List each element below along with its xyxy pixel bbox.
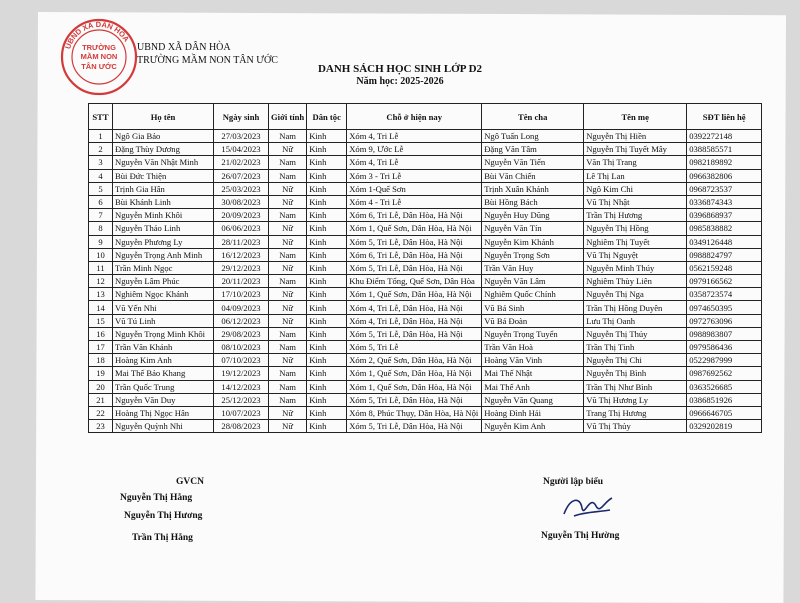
- table-row: [89, 130, 762, 143]
- table-row: [89, 380, 762, 393]
- table-cell: Nam: [269, 169, 307, 182]
- table-cell: Xóm 1, Quế Sơn, Dân Hòa, Hà Nội: [347, 367, 482, 380]
- table-cell: Xóm 4, Tri Lễ, Dân Hòa, Hà Nội: [347, 301, 482, 314]
- table-cell: Kinh: [307, 406, 347, 419]
- student-table: [88, 103, 762, 433]
- table-cell: Trịnh Xuân Khánh: [482, 182, 584, 195]
- table-cell: 0974650395: [687, 301, 762, 314]
- table-cell: 0966646705: [687, 406, 762, 419]
- table-cell: 06/12/2023: [214, 314, 269, 327]
- table-cell: Nguyễn Văn Duy: [113, 393, 214, 406]
- table-cell: 0363526685: [687, 380, 762, 393]
- table-cell: Hoàng Thị Ngọc Hân: [113, 406, 214, 419]
- table-cell: Xóm 2, Quế Sơn, Dân Hòa, Hà Nội: [347, 354, 482, 367]
- table-cell: Vũ Thị Nhật: [584, 195, 687, 208]
- table-cell: 18: [89, 354, 113, 367]
- table-cell: 22: [89, 406, 113, 419]
- table-cell: 3: [89, 156, 113, 169]
- table-cell: Xóm 3 - Tri Lễ: [347, 169, 482, 182]
- table-cell: Trần Văn Huy: [482, 261, 584, 274]
- table-row: [89, 406, 762, 419]
- table-row: [89, 209, 762, 222]
- table-cell: Nghiêm Ngọc Khánh: [113, 288, 214, 301]
- table-cell: 15: [89, 314, 113, 327]
- table-cell: Kinh: [307, 222, 347, 235]
- table-cell: Nữ: [269, 420, 307, 433]
- table-cell: 25/03/2023: [214, 182, 269, 195]
- table-row: [89, 156, 762, 169]
- table-cell: Kinh: [307, 327, 347, 340]
- table-cell: 21: [89, 393, 113, 406]
- table-row: [89, 301, 762, 314]
- column-header: SĐT liên hệ: [687, 104, 762, 130]
- table-cell: 28/11/2023: [214, 235, 269, 248]
- table-cell: Nam: [269, 393, 307, 406]
- table-cell: 20: [89, 380, 113, 393]
- table-row: [89, 261, 762, 274]
- table-cell: Xóm 6, Tri Lễ, Dân Hòa, Hà Nội: [347, 248, 482, 261]
- table-cell: 16/12/2023: [214, 248, 269, 261]
- table-row: [89, 222, 762, 235]
- table-cell: Ngô Tuấn Long: [482, 130, 584, 143]
- table-cell: 08/10/2023: [214, 341, 269, 354]
- table-cell: Vũ Bá Đoàn: [482, 314, 584, 327]
- table-row: [89, 314, 762, 327]
- preparer-name: Nguyễn Thị Hường: [541, 531, 620, 541]
- table-cell: Kinh: [307, 301, 347, 314]
- table-cell: Nam: [269, 156, 307, 169]
- table-cell: Xóm 9, Ước Lễ: [347, 143, 482, 156]
- table-cell: Mai Thế Nhật: [482, 367, 584, 380]
- table-row: [89, 143, 762, 156]
- table-cell: 0982189892: [687, 156, 762, 169]
- table-cell: 04/09/2023: [214, 301, 269, 314]
- table-cell: Kinh: [307, 367, 347, 380]
- table-cell: Kinh: [307, 393, 347, 406]
- table-cell: Bùi Hồng Bách: [482, 195, 584, 208]
- table-cell: 27/03/2023: [214, 130, 269, 143]
- table-cell: Xóm 1-Quế Sơn: [347, 182, 482, 195]
- table-cell: Xóm 5, Tri Lễ, Dân Hòa, Hà Nội: [347, 235, 482, 248]
- table-cell: Nam: [269, 327, 307, 340]
- table-cell: Trịnh Gia Hân: [113, 182, 214, 195]
- table-cell: 23: [89, 420, 113, 433]
- table-cell: Nguyễn Minh Thúy: [584, 261, 687, 274]
- table-cell: Trần Thị Hồng Duyên: [584, 301, 687, 314]
- table-cell: Nguyễn Thị Chi: [584, 354, 687, 367]
- table-cell: Kinh: [307, 288, 347, 301]
- table-cell: 0392272148: [687, 130, 762, 143]
- teacher-name-2: Nguyễn Thị Hương: [124, 511, 203, 521]
- table-row: [89, 367, 762, 380]
- teacher-title: GVCN: [176, 477, 204, 487]
- table-cell: 0987692562: [687, 367, 762, 380]
- table-cell: 0988824797: [687, 248, 762, 261]
- table-cell: 17/10/2023: [214, 288, 269, 301]
- table-cell: Xóm 5, Tri Lễ, Dân Hòa, Hà Nội: [347, 327, 482, 340]
- table-cell: Nam: [269, 367, 307, 380]
- table-cell: Nguyễn Kim Khánh: [482, 235, 584, 248]
- table-cell: 29/12/2023: [214, 261, 269, 274]
- table-row: [89, 327, 762, 340]
- table-cell: Kinh: [307, 209, 347, 222]
- table-cell: 20/11/2023: [214, 275, 269, 288]
- table-cell: 0968723537: [687, 182, 762, 195]
- table-row: [89, 393, 762, 406]
- table-cell: 0329202819: [687, 420, 762, 433]
- org-line-1: UBND XÃ DÂN HÒA: [137, 42, 231, 53]
- table-cell: Nguyễn Minh Khôi: [113, 209, 214, 222]
- table-cell: Mai Thế Anh: [482, 380, 584, 393]
- table-cell: Kinh: [307, 275, 347, 288]
- table-cell: Vũ Yến Nhi: [113, 301, 214, 314]
- table-cell: Bùi Khánh Linh: [113, 195, 214, 208]
- org-line-2: TRƯỜNG MẦM NON TÂN ƯỚC: [137, 55, 278, 66]
- table-cell: 4: [89, 169, 113, 182]
- table-cell: Xóm 8, Phúc Thụy, Dân Hòa, Hà Nội: [347, 406, 482, 419]
- table-cell: 0396868937: [687, 209, 762, 222]
- preparer-title: Người lập biểu: [543, 477, 604, 487]
- table-cell: 14: [89, 301, 113, 314]
- teacher-name-1: Nguyễn Thị Hằng: [120, 493, 193, 503]
- table-cell: 6: [89, 195, 113, 208]
- table-cell: Nguyễn Văn Lâm: [482, 275, 584, 288]
- table-cell: Trang Thị Hương: [584, 406, 687, 419]
- page-title: DANH SÁCH HỌC SINH LỚP D2: [317, 63, 483, 75]
- table-cell: Đặng Thùy Dương: [113, 143, 214, 156]
- table-cell: Nam: [269, 275, 307, 288]
- table-cell: 0388585571: [687, 143, 762, 156]
- table-row: [89, 248, 762, 261]
- table-cell: Xóm 5, Tri Lễ, Dân Hòa, Hà Nội: [347, 420, 482, 433]
- table-cell: 29/08/2023: [214, 327, 269, 340]
- table-cell: Nguyễn Thị Bình: [584, 367, 687, 380]
- table-cell: 0358723574: [687, 288, 762, 301]
- table-cell: Kinh: [307, 341, 347, 354]
- table-cell: Nguyễn Thị Nga: [584, 288, 687, 301]
- table-cell: Xóm 1, Quế Sơn, Dân Hòa, Hà Nội: [347, 288, 482, 301]
- table-cell: Khu Điểm Tổng, Quế Sơn, Dân Hòa: [347, 275, 482, 288]
- table-cell: 26/07/2023: [214, 169, 269, 182]
- table-cell: Nguyễn Thị Thủy: [584, 327, 687, 340]
- table-cell: Nguyễn Văn Tiến: [482, 156, 584, 169]
- table-cell: Xóm 5, Tri Lễ: [347, 341, 482, 354]
- table-cell: Nguyễn Trọng Tuyển: [482, 327, 584, 340]
- table-cell: Ngô Gia Bảo: [113, 130, 214, 143]
- table-cell: 21/02/2023: [214, 156, 269, 169]
- table-cell: Kinh: [307, 261, 347, 274]
- table-cell: Nguyễn Quỳnh Nhi: [113, 420, 214, 433]
- table-cell: Mai Thế Bảo Khang: [113, 367, 214, 380]
- column-header: Dân tộc: [307, 104, 347, 130]
- table-cell: Nguyễn Thảo Linh: [113, 222, 214, 235]
- table-cell: Nghiêm Thùy Liên: [584, 275, 687, 288]
- table-cell: Nguyễn Kim Anh: [482, 420, 584, 433]
- table-cell: 0985838882: [687, 222, 762, 235]
- table-row: [89, 235, 762, 248]
- table-row: [89, 275, 762, 288]
- table-cell: Trần Văn Khánh: [113, 341, 214, 354]
- column-header: Ngày sinh: [214, 104, 269, 130]
- table-cell: 0966382806: [687, 169, 762, 182]
- table-cell: Xóm 1, Quế Sơn, Dân Hòa, Hà Nội: [347, 222, 482, 235]
- table-cell: 0522987999: [687, 354, 762, 367]
- table-cell: Vũ Bá Sinh: [482, 301, 584, 314]
- table-cell: 0386851926: [687, 393, 762, 406]
- table-cell: Nguyễn Phương Ly: [113, 235, 214, 248]
- table-cell: Kinh: [307, 354, 347, 367]
- table-cell: 1: [89, 130, 113, 143]
- table-cell: Kinh: [307, 195, 347, 208]
- table-cell: Nữ: [269, 354, 307, 367]
- table-cell: 0349126448: [687, 235, 762, 248]
- table-cell: Xóm 4 - Tri Lễ: [347, 195, 482, 208]
- table-cell: 0336874343: [687, 195, 762, 208]
- table-cell: Nguyễn Huy Dũng: [482, 209, 584, 222]
- table-cell: Trần Văn Hoà: [482, 341, 584, 354]
- table-row: [89, 182, 762, 195]
- table-cell: Nữ: [269, 222, 307, 235]
- column-header: Chỗ ở hiện nay: [347, 104, 482, 130]
- table-cell: 14/12/2023: [214, 380, 269, 393]
- table-row: [89, 288, 762, 301]
- table-cell: Nam: [269, 341, 307, 354]
- teacher-name-3: Trần Thị Hằng: [132, 533, 193, 543]
- table-cell: Kinh: [307, 156, 347, 169]
- table-cell: Nguyễn Văn Nhật Minh: [113, 156, 214, 169]
- table-cell: Vũ Thị Thủy: [584, 420, 687, 433]
- column-header: STT: [89, 104, 113, 130]
- table-cell: Bùi Đức Thiện: [113, 169, 214, 182]
- table-cell: 20/09/2023: [214, 209, 269, 222]
- table-cell: Vũ Thị Hương Ly: [584, 393, 687, 406]
- table-cell: 15/04/2023: [214, 143, 269, 156]
- table-cell: 0988983807: [687, 327, 762, 340]
- table-cell: Kinh: [307, 248, 347, 261]
- table-row: [89, 354, 762, 367]
- table-cell: Nữ: [269, 406, 307, 419]
- table-cell: Nữ: [269, 301, 307, 314]
- table-cell: Trần Thị Như Bình: [584, 380, 687, 393]
- table-cell: 0979586436: [687, 341, 762, 354]
- table-cell: Nguyễn Thị Hiền: [584, 130, 687, 143]
- table-cell: 8: [89, 222, 113, 235]
- table-cell: Hoàng Văn Vinh: [482, 354, 584, 367]
- table-cell: Văn Thị Trang: [584, 156, 687, 169]
- table-cell: 2: [89, 143, 113, 156]
- school-year: Năm học: 2025-2026: [356, 76, 444, 87]
- table-cell: Kinh: [307, 420, 347, 433]
- table-cell: Nữ: [269, 235, 307, 248]
- svg-text:TRƯỜNG: TRƯỜNG: [82, 43, 116, 52]
- column-header: Họ tên: [113, 104, 214, 130]
- table-cell: Xóm 4, Tri Lễ: [347, 130, 482, 143]
- svg-text:MẦM NON: MẦM NON: [80, 52, 118, 61]
- table-cell: Nam: [269, 380, 307, 393]
- table-cell: Kinh: [307, 182, 347, 195]
- table-cell: Trần Thị Hương: [584, 209, 687, 222]
- table-cell: Vũ Thị Nguyệt: [584, 248, 687, 261]
- table-cell: 0979166562: [687, 275, 762, 288]
- table-cell: Trần Minh Ngọc: [113, 261, 214, 274]
- table-cell: 25/12/2023: [214, 393, 269, 406]
- table-cell: Lưu Thị Oanh: [584, 314, 687, 327]
- table-cell: 13: [89, 288, 113, 301]
- handwritten-signature: [560, 488, 616, 524]
- table-cell: 11: [89, 261, 113, 274]
- table-cell: 19/12/2023: [214, 367, 269, 380]
- column-header: Tên cha: [482, 104, 584, 130]
- table-cell: Kinh: [307, 130, 347, 143]
- table-cell: Nữ: [269, 261, 307, 274]
- table-cell: Nam: [269, 130, 307, 143]
- table-cell: Xóm 5, Tri Lễ, Dân Hòa, Hà Nội: [347, 393, 482, 406]
- svg-text:UBND XÃ DÂN HÒA: UBND XÃ DÂN HÒA: [63, 19, 132, 51]
- column-header: Giới tính: [269, 104, 307, 130]
- table-cell: Vũ Tú Linh: [113, 314, 214, 327]
- table-cell: Lê Thị Lan: [584, 169, 687, 182]
- table-cell: Đặng Văn Tâm: [482, 143, 584, 156]
- table-cell: Nam: [269, 209, 307, 222]
- table-cell: Nguyễn Văn Quang: [482, 393, 584, 406]
- table-cell: Trần Thị Tình: [584, 341, 687, 354]
- table-cell: Nghiêm Thị Tuyết: [584, 235, 687, 248]
- table-cell: Nguyễn Trọng Anh Minh: [113, 248, 214, 261]
- table-row: [89, 195, 762, 208]
- table-row: [89, 420, 762, 433]
- table-cell: 16: [89, 327, 113, 340]
- table-cell: 06/06/2023: [214, 222, 269, 235]
- table-cell: Nghiêm Quốc Chính: [482, 288, 584, 301]
- table-cell: Xóm 4, Tri Lễ, Dân Hòa, Hà Nội: [347, 314, 482, 327]
- table-cell: Nguyễn Thị Hồng: [584, 222, 687, 235]
- table-cell: 28/08/2023: [214, 420, 269, 433]
- table-cell: Kinh: [307, 235, 347, 248]
- table-cell: Xóm 5, Tri Lễ, Dân Hòa, Hà Nội: [347, 261, 482, 274]
- table-cell: Nữ: [269, 288, 307, 301]
- table-cell: Nam: [269, 248, 307, 261]
- column-header: Tên mẹ: [584, 104, 687, 130]
- svg-text:TÂN ƯỚC: TÂN ƯỚC: [81, 62, 117, 71]
- table-cell: 17: [89, 341, 113, 354]
- table-cell: Bùi Văn Chiến: [482, 169, 584, 182]
- table-cell: 5: [89, 182, 113, 195]
- table-header-row: [89, 104, 762, 130]
- table-row: [89, 341, 762, 354]
- table-cell: 10: [89, 248, 113, 261]
- table-cell: 19: [89, 367, 113, 380]
- table-cell: Nữ: [269, 143, 307, 156]
- table-cell: 10/07/2023: [214, 406, 269, 419]
- table-row: [89, 169, 762, 182]
- table-cell: Trần Quốc Trung: [113, 380, 214, 393]
- table-cell: 0562159248: [687, 261, 762, 274]
- table-cell: 9: [89, 235, 113, 248]
- table-cell: Xóm 4, Tri Lễ: [347, 156, 482, 169]
- table-cell: Nữ: [269, 182, 307, 195]
- table-cell: Nguyễn Trọng Minh Khôi: [113, 327, 214, 340]
- table-cell: Nữ: [269, 314, 307, 327]
- table-cell: 30/08/2023: [214, 195, 269, 208]
- table-cell: Hoàng Kim Anh: [113, 354, 214, 367]
- table-cell: Hoàng Đình Hải: [482, 406, 584, 419]
- table-cell: Kinh: [307, 314, 347, 327]
- table-cell: 07/10/2023: [214, 354, 269, 367]
- table-cell: Nữ: [269, 195, 307, 208]
- table-cell: Nguyễn Văn Tín: [482, 222, 584, 235]
- table-cell: Nguyễn Thị Tuyết Mây: [584, 143, 687, 156]
- table-cell: Xóm 6, Tri Lễ, Dân Hòa, Hà Nội: [347, 209, 482, 222]
- table-cell: Nguyễn Lâm Phúc: [113, 275, 214, 288]
- table-cell: 0972763096: [687, 314, 762, 327]
- table-cell: Kinh: [307, 169, 347, 182]
- table-cell: Xóm 1, Quế Sơn, Dân Hòa, Hà Nội: [347, 380, 482, 393]
- table-cell: Ngô Kim Chi: [584, 182, 687, 195]
- table-cell: Nguyễn Trọng Sơn: [482, 248, 584, 261]
- table-cell: 12: [89, 275, 113, 288]
- table-cell: 7: [89, 209, 113, 222]
- table-cell: Kinh: [307, 143, 347, 156]
- table-cell: Kinh: [307, 380, 347, 393]
